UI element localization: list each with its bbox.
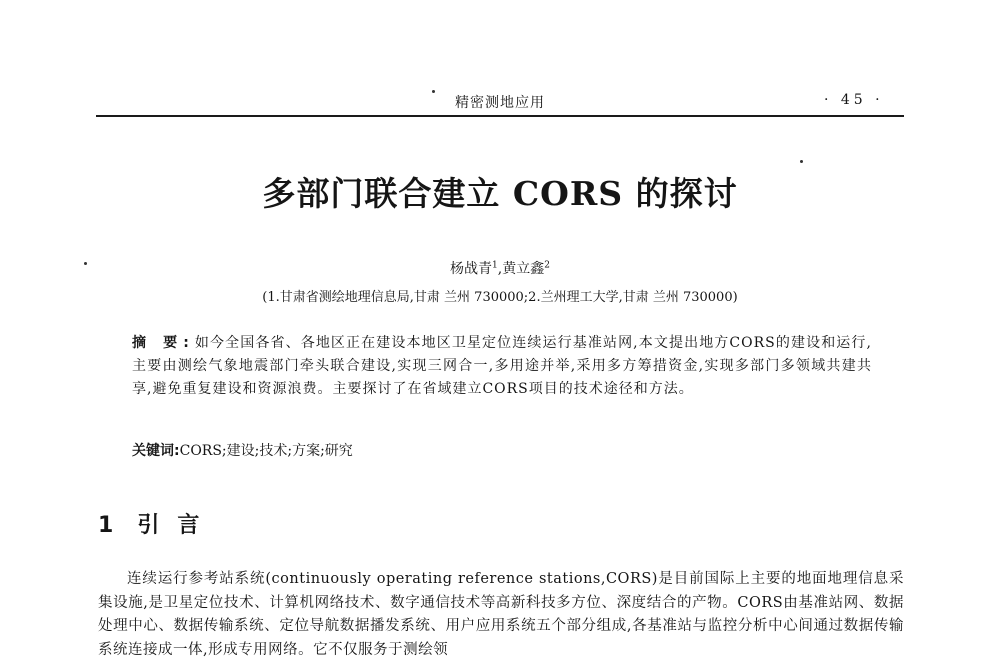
section-title: 引言 [137, 513, 218, 538]
scan-speck [432, 90, 435, 93]
keywords [132, 440, 353, 460]
author-1: 杨战青 [450, 261, 493, 277]
abstract-label: 摘 要: [132, 335, 195, 351]
scan-speck [800, 160, 803, 163]
running-header: 精密测地应用 [455, 95, 545, 111]
page-number: · 45 · [824, 92, 884, 108]
section-heading [98, 508, 217, 539]
body-paragraph: 连续运行参考站系统(continuously operating reference stations,CORS)是目前国际上主要的地面地理信息采集设施,是卫星定位技术、计算机网络技术、数字通信技术等高新科技多方位、深度结合的产物。CORS由基准站网、数据处理中心、数据传输系统、定位导航数据播发系统、用户应用系统五个部分组成,各基准站与监控分析中心间通过数据传输系统连接成一体,形成专用网络。它不仅服务于测绘领 [98, 571, 904, 658]
header-rule [96, 115, 904, 117]
keywords-text: CORS;建设;技术;方案;研究 [179, 443, 353, 459]
affiliation: (1.甘肃省测绘地理信息局,甘肃 兰州 730000;2.兰州理工大学,甘肃 兰州 730000) [262, 290, 738, 305]
author-2: ,黄立鑫 [497, 261, 545, 277]
author-line [0, 258, 1000, 278]
author-1-affil-mark: 1 [492, 260, 498, 271]
keywords-label: 关键词: [132, 443, 180, 459]
abstract [132, 332, 872, 401]
paper-title: 多部门联合建立 CORS 的探讨 [262, 174, 738, 213]
section-number: 1 [98, 513, 114, 538]
author-2-affil-mark: 2 [544, 260, 550, 271]
abstract-text: 如今全国各省、各地区正在建设本地区卫星定位连续运行基准站网,本文提出地方CORS的建设和运行,主要由测绘气象地震部门牵头联合建设,实现三网合一,多用途并举,采用多方筹措资金,实现多部门多领域共建共享,避免重复建设和资源浪费。主要探讨了在省域建立CORS项目的技术途径和方法。 [132, 335, 872, 397]
